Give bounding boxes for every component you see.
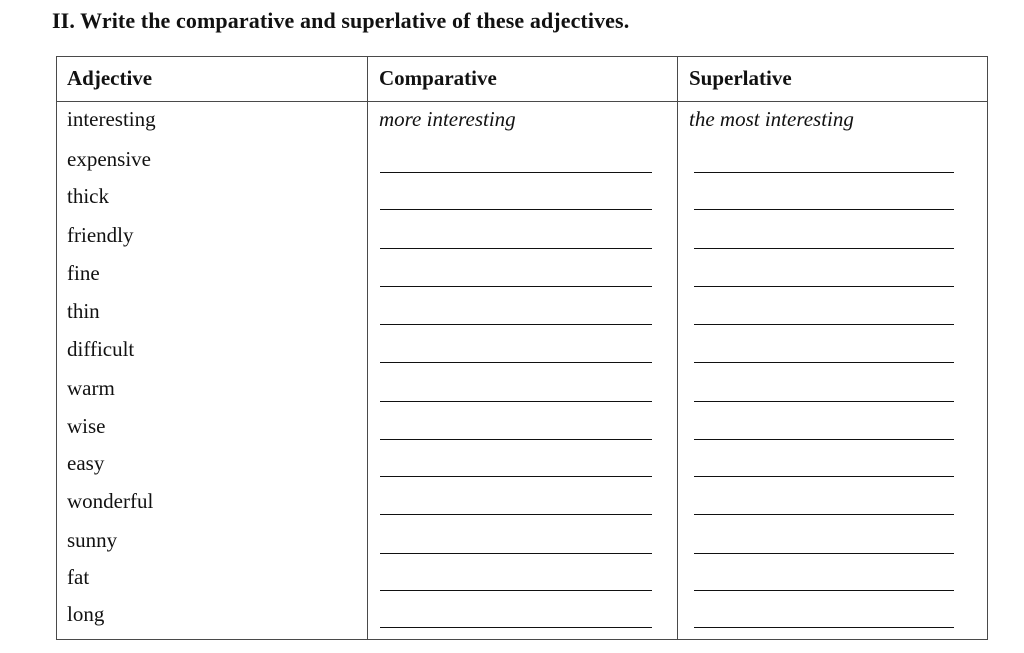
superlative-answer-blank[interactable]: [694, 627, 954, 628]
comparative-answer-blank[interactable]: [380, 362, 652, 363]
superlative-answer-blank[interactable]: [694, 553, 954, 554]
comparative-answer-blank[interactable]: [380, 401, 652, 402]
comparative-answer-blank[interactable]: [380, 286, 652, 287]
adjective-cell: expensive: [67, 147, 151, 171]
comparative-answer-blank[interactable]: [380, 627, 652, 628]
adjective-cell: easy: [67, 451, 105, 475]
adjective-cell: wonderful: [67, 489, 154, 513]
comparative-answer-blank[interactable]: [380, 590, 652, 591]
superlative-answer-blank[interactable]: [694, 362, 954, 363]
adjective-cell: thick: [67, 184, 109, 208]
superlative-answer-blank[interactable]: [694, 439, 954, 440]
adjective-cell: difficult: [67, 337, 135, 361]
adjective-cell: long: [67, 602, 105, 626]
adjectives-table: [56, 56, 988, 640]
header-superlative: Superlative: [689, 66, 792, 90]
superlative-answer-blank[interactable]: [694, 248, 954, 249]
superlative-answer-blank[interactable]: [694, 514, 954, 515]
header-adjective: Adjective: [67, 66, 153, 90]
header-divider: [57, 101, 987, 102]
superlative-answer-blank[interactable]: [694, 209, 954, 210]
superlative-answer-blank[interactable]: [694, 324, 954, 325]
superlative-answer-blank[interactable]: [694, 401, 954, 402]
comparative-answer-blank[interactable]: [380, 248, 652, 249]
adjective-cell: warm: [67, 376, 115, 400]
adjective-cell: sunny: [67, 528, 118, 552]
comparative-answer-blank[interactable]: [380, 476, 652, 477]
superlative-answer-blank[interactable]: [694, 172, 954, 173]
example-adjective: interesting: [67, 107, 156, 131]
exercise-title: II. Write the comparative and superlative of these adjectives.: [52, 8, 630, 33]
comparative-answer-blank[interactable]: [380, 553, 652, 554]
adjective-cell: wise: [67, 414, 106, 438]
column-divider: [367, 57, 368, 639]
adjective-cell: fine: [67, 261, 100, 285]
superlative-answer-blank[interactable]: [694, 590, 954, 591]
adjective-cell: thin: [67, 299, 100, 323]
comparative-answer-blank[interactable]: [380, 514, 652, 515]
adjective-cell: fat: [67, 565, 90, 589]
adjective-cell: friendly: [67, 223, 134, 247]
comparative-answer-blank[interactable]: [380, 209, 652, 210]
comparative-answer-blank[interactable]: [380, 439, 652, 440]
header-comparative: Comparative: [379, 66, 497, 90]
comparative-answer-blank[interactable]: [380, 172, 652, 173]
column-divider: [677, 57, 678, 639]
superlative-answer-blank[interactable]: [694, 286, 954, 287]
example-comparative: more interesting: [379, 107, 516, 131]
comparative-answer-blank[interactable]: [380, 324, 652, 325]
example-superlative: the most interesting: [689, 107, 854, 131]
superlative-answer-blank[interactable]: [694, 476, 954, 477]
